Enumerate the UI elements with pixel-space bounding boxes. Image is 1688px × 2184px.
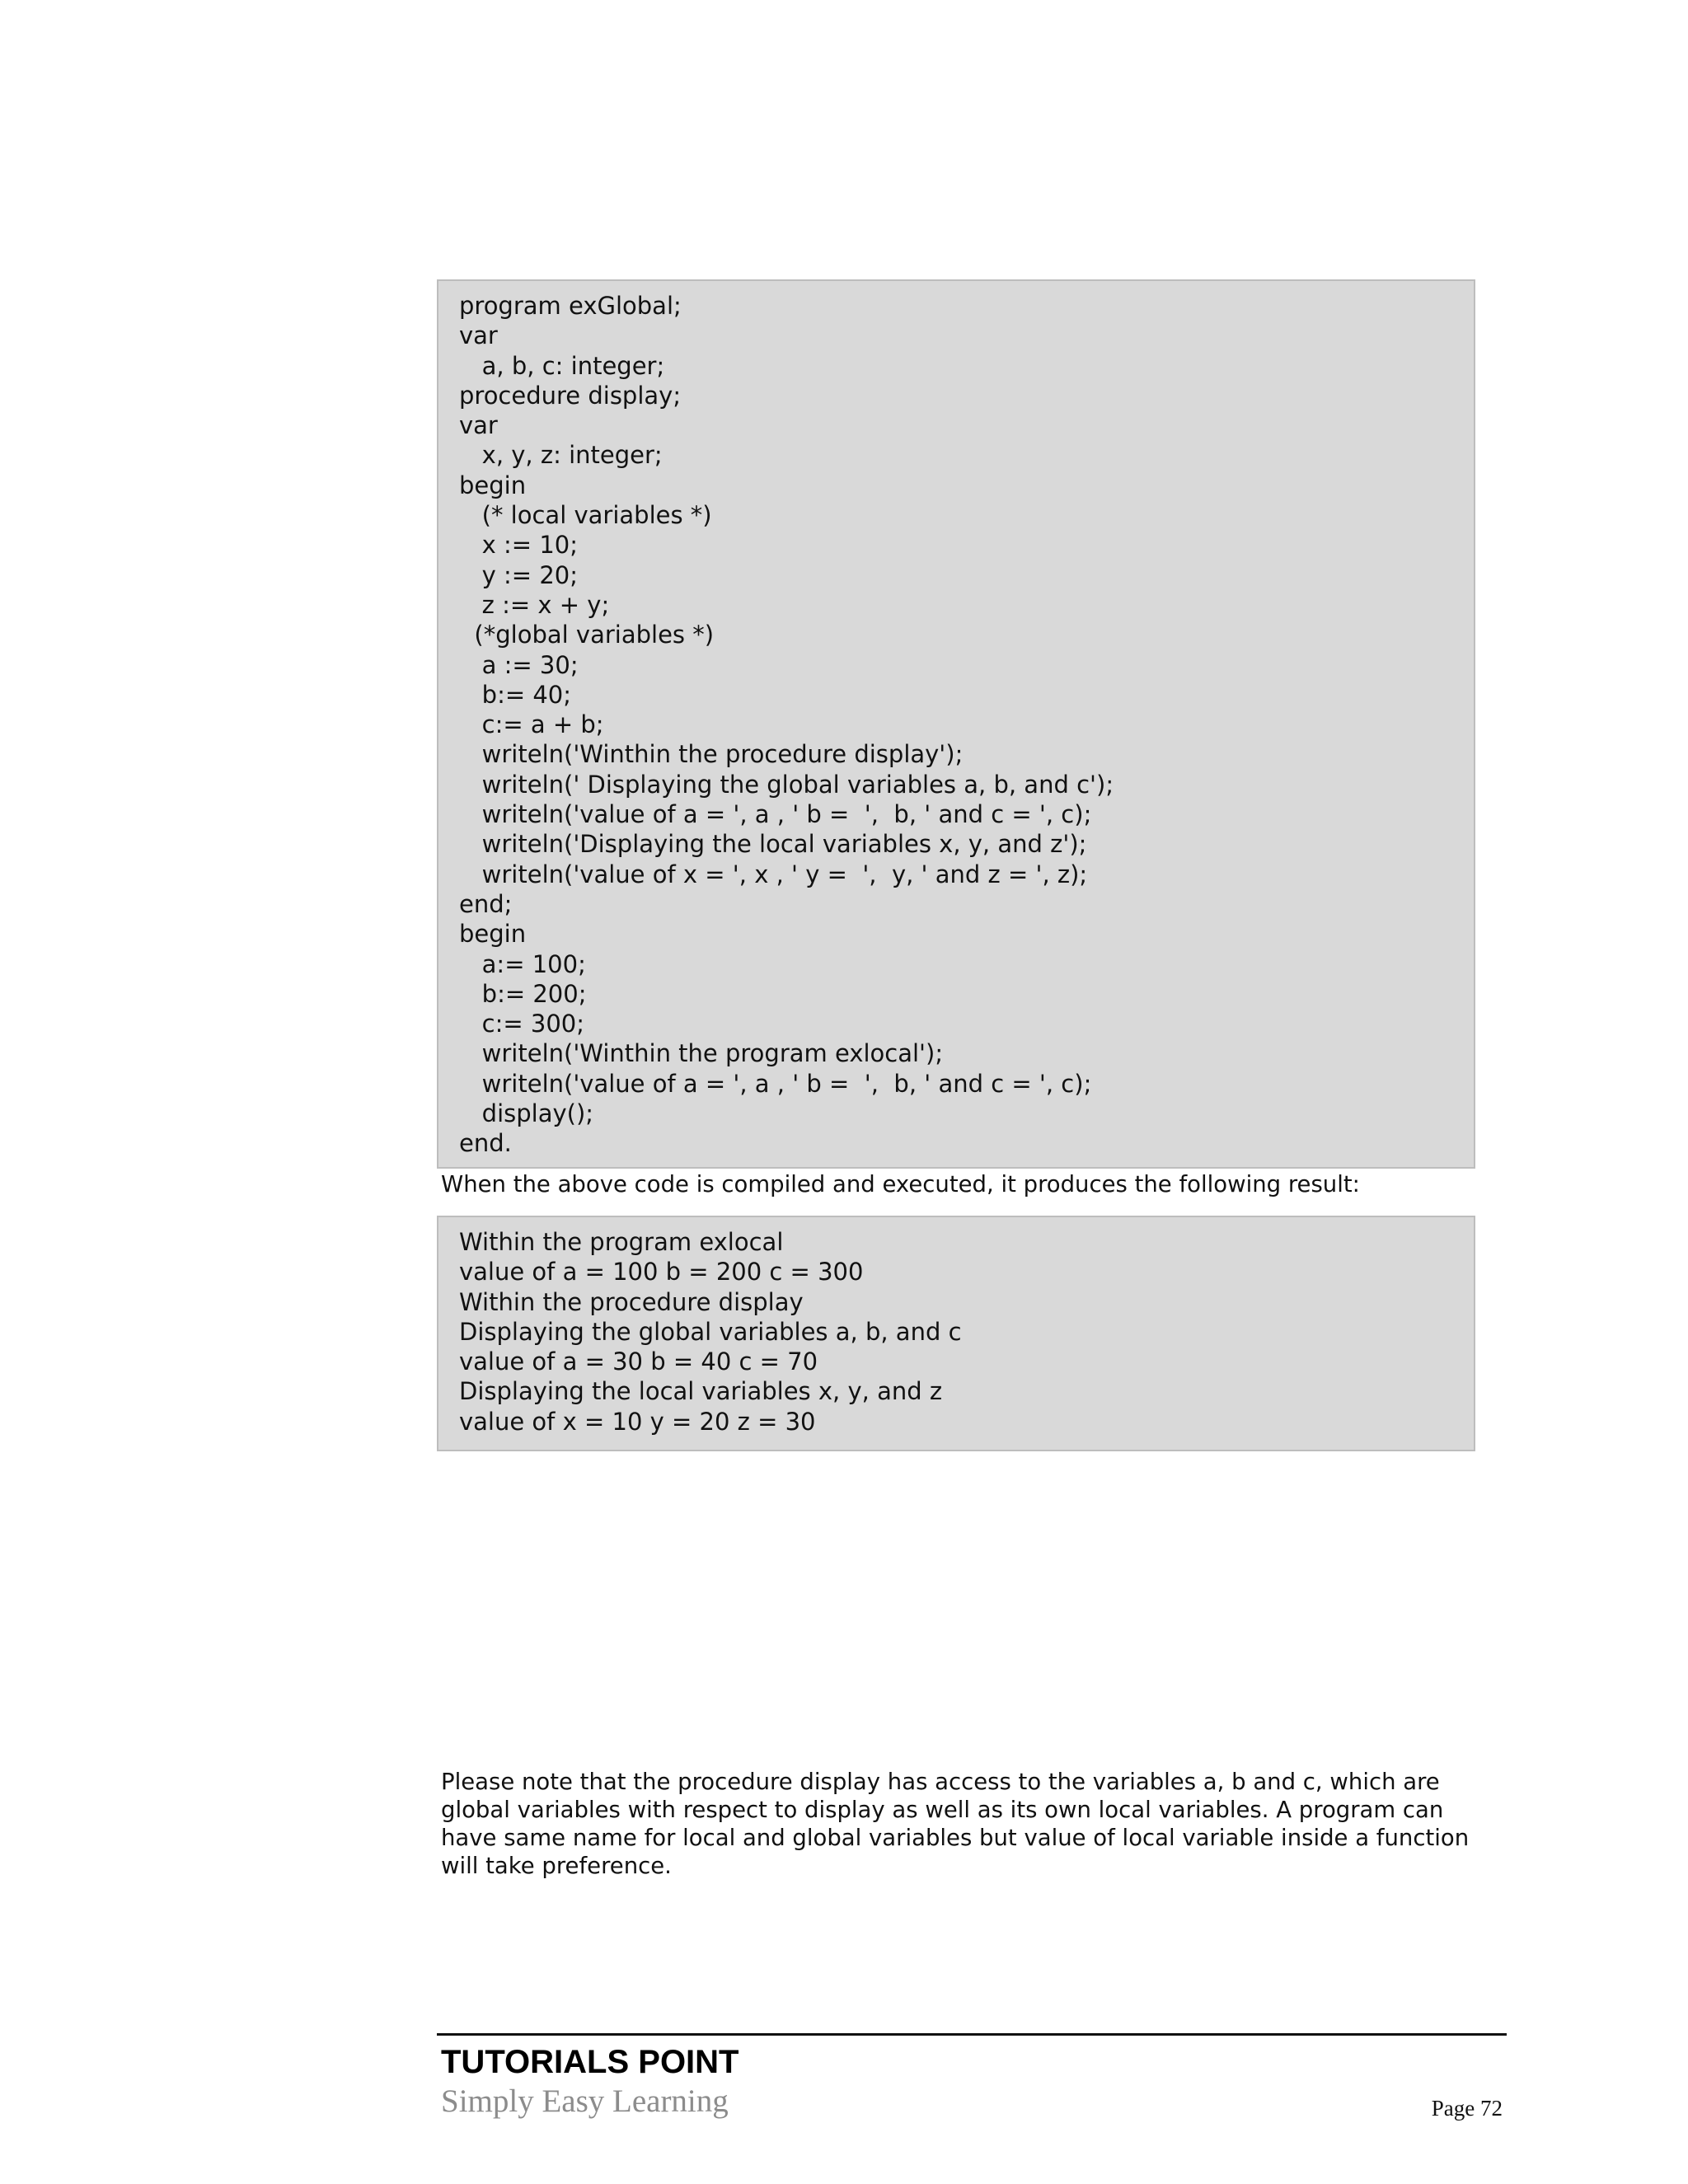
code-line: writeln('Winthin the procedure display'); [459,740,964,769]
output-line: value of a = 30 b = 40 c = 70 [459,1347,818,1376]
code-line: z := x + y; [459,590,610,619]
code-line: procedure display; [459,381,682,410]
code-line: end. [459,1129,512,1158]
output-line: Displaying the local variables x, y, and z [459,1377,943,1406]
code-line: a := 30; [459,650,579,679]
page-number: Page 72 [1431,2096,1503,2121]
code-line: b:= 200; [459,979,587,1008]
code-line: (*global variables *) [459,621,715,649]
code-line: writeln('Winthin the program exlocal'); [459,1039,944,1068]
code-line: (* local variables *) [459,501,712,530]
explanation-paragraph: Please note that the procedure display has access to the variables a, b and c, which are global variables with respect to display as well as its own local variables. A program can have same name for local and global variables but value of local variable inside a function will take preference. [441,1769,1470,1879]
code-line: writeln('value of a = ', a , ' b = ', b, ' and c = ', c); [459,1069,1092,1098]
code-line: end; [459,889,513,918]
code-line: var [459,321,498,350]
code-line: writeln('Displaying the local variables x, y, and z'); [459,830,1087,859]
code-line: c:= a + b; [459,710,604,739]
program-code-block [437,279,1475,1169]
footer-divider [437,2033,1507,2036]
output-line: value of x = 10 y = 20 z = 30 [459,1407,816,1436]
code-line: program exGlobal; [459,292,682,320]
code-line: var [459,411,498,440]
result-intro-text: When the above code is compiled and executed, it produces the following result: [441,1171,1360,1197]
code-line: c:= 300; [459,1010,585,1038]
code-line: begin [459,471,527,499]
footer-brand: TUTORIALS POINT [441,2044,739,2080]
code-line: writeln(' Displaying the global variables a, b, and c'); [459,770,1114,799]
code-line: b:= 40; [459,680,572,709]
code-line: x := 10; [459,531,578,560]
output-line: value of a = 100 b = 200 c = 300 [459,1258,864,1286]
code-line: y := 20; [459,560,578,589]
code-line: writeln('value of a = ', a , ' b = ', b, ' and c = ', c); [459,800,1092,829]
program-output-block [437,1216,1475,1451]
code-line: begin [459,920,527,949]
code-line: a, b, c: integer; [459,351,665,380]
code-line: x, y, z: integer; [459,441,663,470]
output-line: Within the program exlocal [459,1228,784,1256]
code-line: a:= 100; [459,949,586,978]
code-line: display(); [459,1099,594,1128]
output-line: Within the procedure display [459,1287,804,1316]
code-line: writeln('value of x = ', x , ' y = ', y, ' and z = ', z); [459,860,1088,888]
output-line: Displaying the global variables a, b, and c [459,1317,962,1346]
footer-tagline: Simply Easy Learning [441,2083,729,2119]
